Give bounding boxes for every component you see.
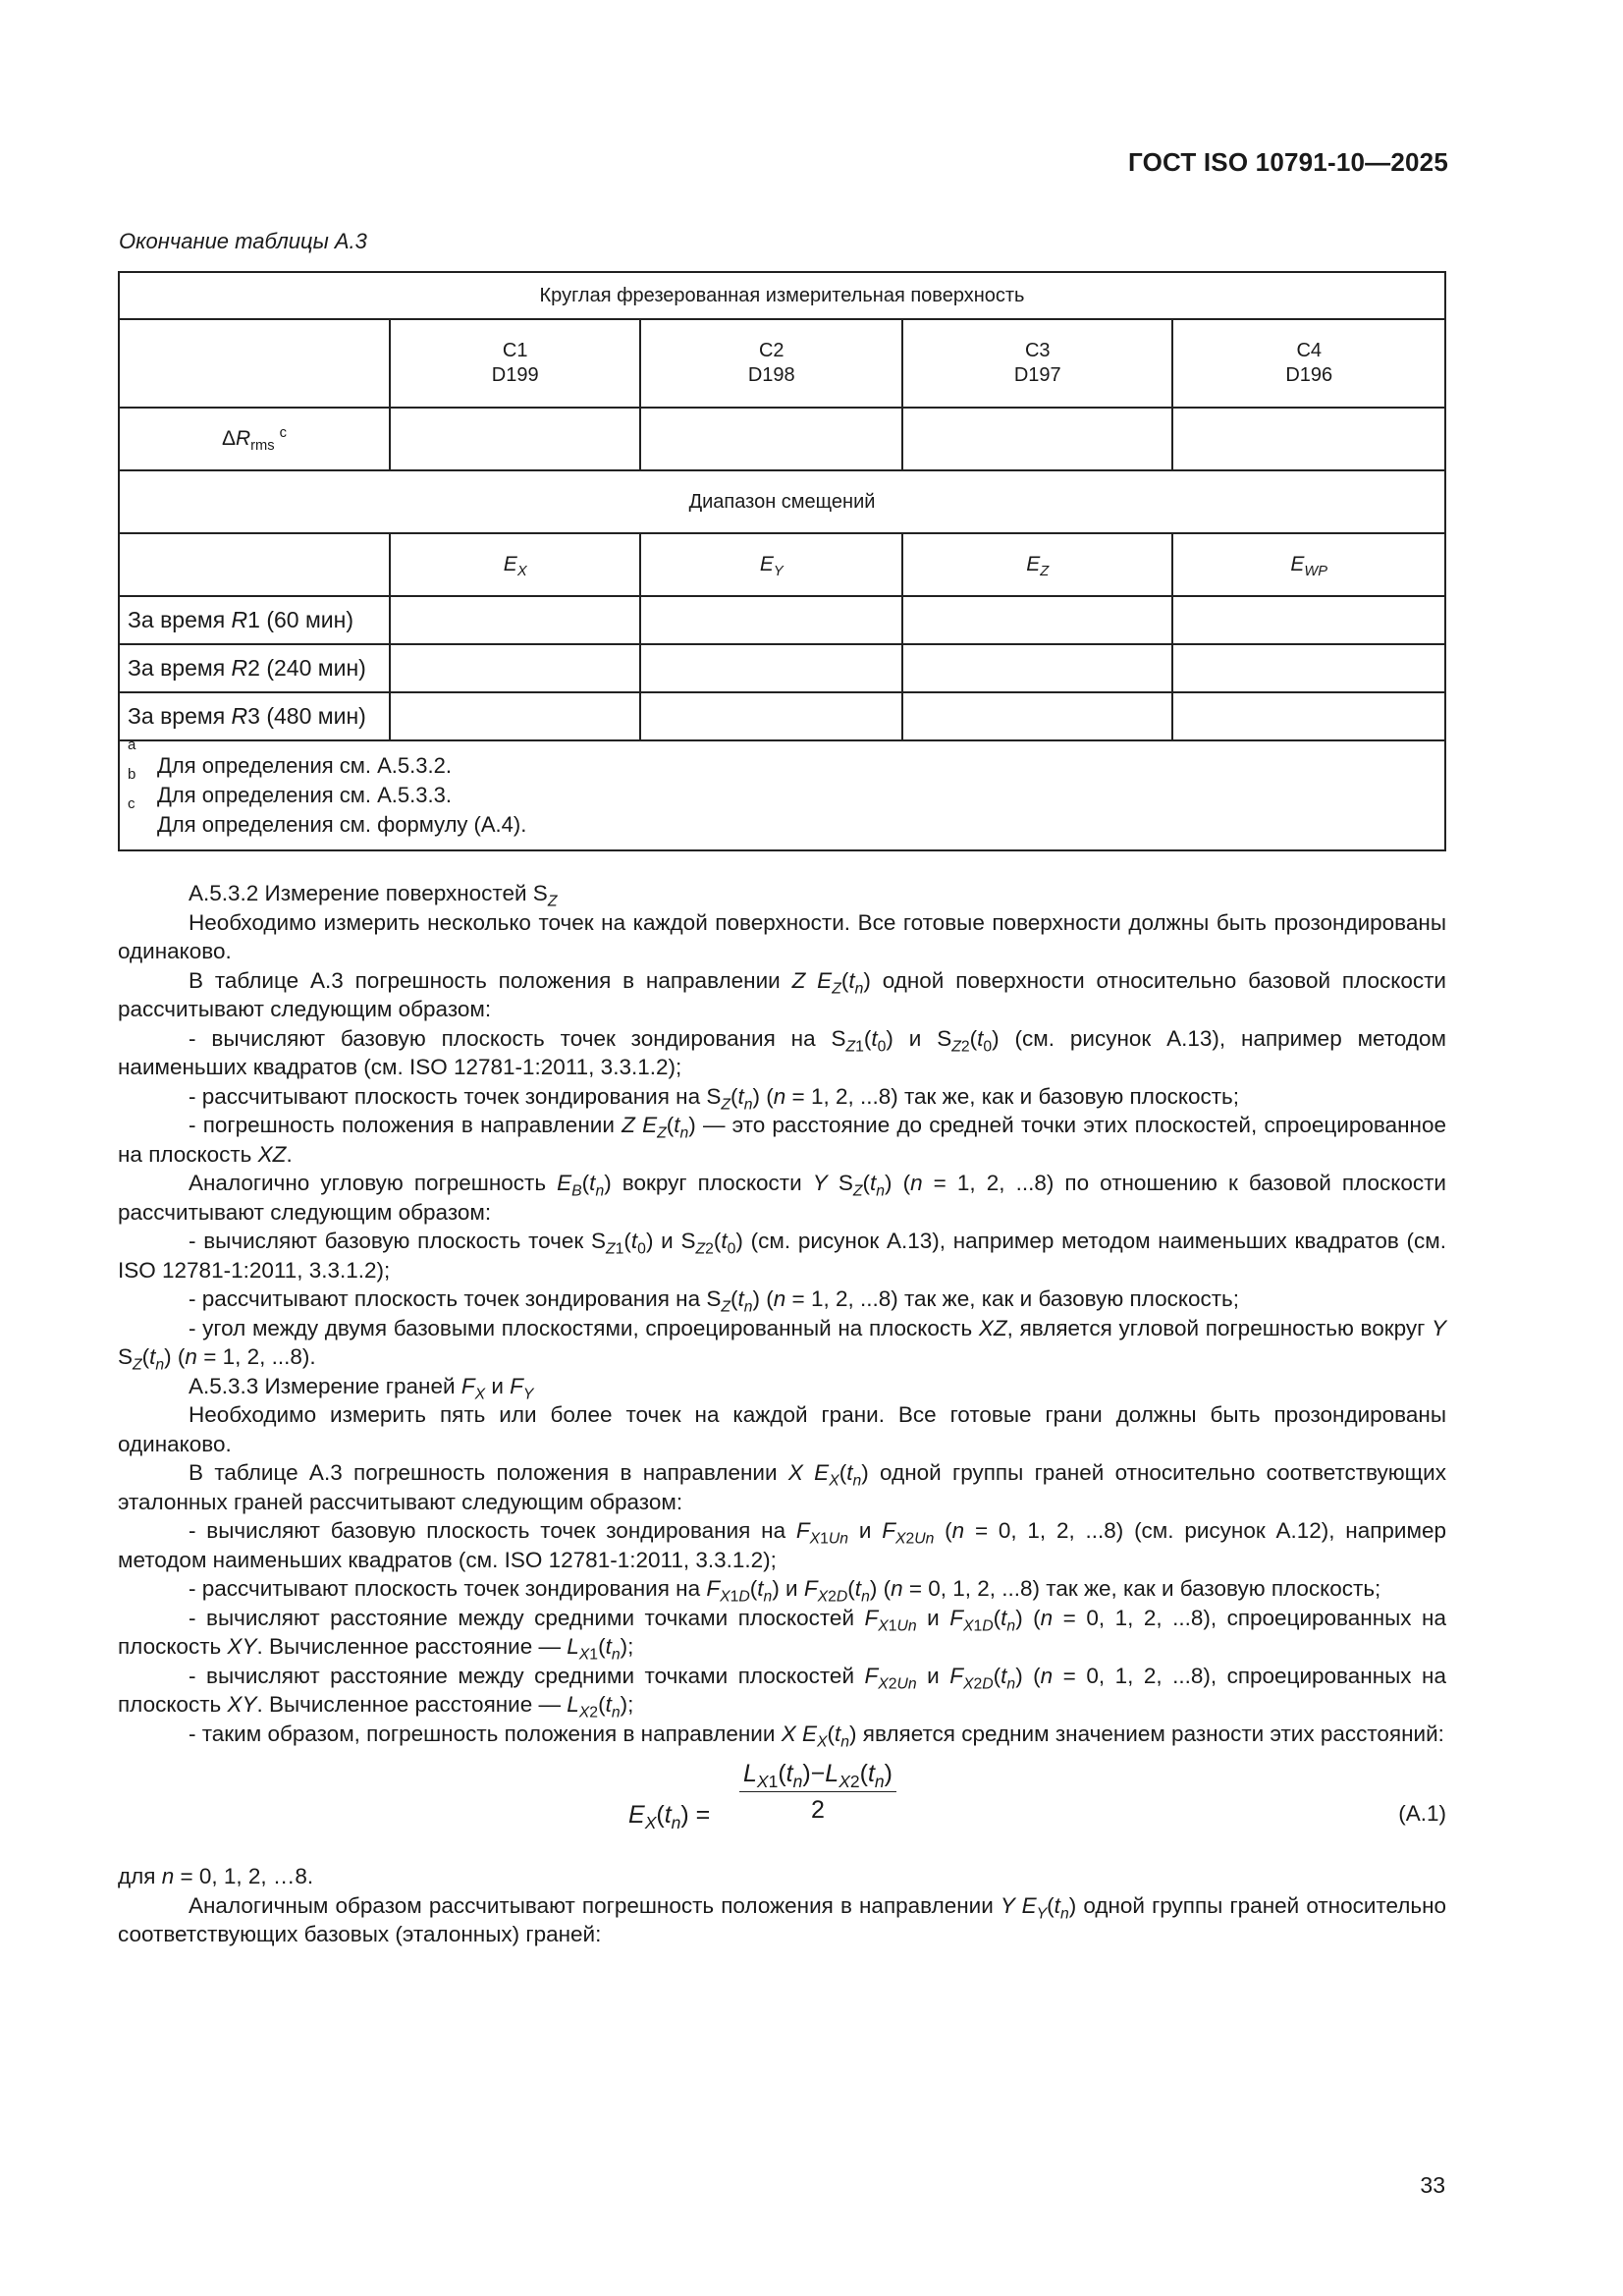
page-number: 33 xyxy=(1420,2172,1445,2198)
paragraph: Необходимо измерить пять или более точек на каждой грани. Все готовые грани должны быть прозондированы одинаково. xyxy=(118,1402,1446,1456)
column-header-c3: C3 D197 xyxy=(902,319,1172,408)
row-label-r2: За время R2 (240 мин) xyxy=(119,644,390,692)
table-cell xyxy=(902,692,1172,740)
row-label-r1: За время R1 (60 мин) xyxy=(119,596,390,644)
table-cell xyxy=(640,644,902,692)
column-header-c4: C4 D196 xyxy=(1172,319,1445,408)
table-cell xyxy=(1172,408,1445,470)
list-item: - вычисляют базовую плоскость точек зондирования на $S_{Z1}(t_0)$ и $S_{Z2}(t_0)$ (см. рисунок А.13), например методом наименьших квадратов (см. ISO 12781-1:2011, 3.3.1.2); xyxy=(118,1025,1447,1079)
table-cell xyxy=(390,596,641,644)
formula-lhs: $E_X(t_n)$ = xyxy=(628,1801,711,1833)
list-item: - вычисляют расстояние между средними точками плоскостей $F_{X1Un}$ и $F_{X1D}(t_n) (n = 0$, 1, 2, ...8), спроецированных на плоскость XY. Вычисленное расстояние — $L_{X1}(t_n)$; xyxy=(118,1605,1446,1664)
column-header-c1: C1 D199 xyxy=(390,319,641,408)
list-item: - вычисляют базовую плоскость точек зондирования на $F_{X1Un}$ и $F_{X2Un}$ (n = 0, 1, 2, ...8) (см. рисунок А.12), например методом наименьших квадратов (см. ISO 12781-1:2011, 3.3.1.2); xyxy=(118,1518,1446,1572)
paragraph: Аналогичным образом рассчитывают погрешность положения в направлении Y $E_Y(t_n)$ одной группы граней относительно соответствующих базовых (эталонных) граней: xyxy=(118,1892,1447,1946)
formula-denominator: 2 xyxy=(811,1795,825,1824)
table-title: Круглая фрезерованная измерительная поверхность xyxy=(119,272,1445,319)
list-item: - рассчитывают плоскость точек зондирования на $S_Z(t_n) (n = 1$, 2, ...8) так же, как и базовую плоскость; xyxy=(189,1083,1239,1113)
paragraph: Необходимо измерить несколько точек на каждой поверхности. Все готовые поверхности должны быть прозондированы одинаково. xyxy=(118,909,1446,963)
table-cell xyxy=(1172,596,1445,644)
table-note: c Для определения см. формулу (А.4). xyxy=(128,795,527,837)
table-cell xyxy=(390,644,641,692)
list-item: - таким образом, погрешность положения в направлении X $E_X(t_n)$ является средним значением разности этих расстояний: xyxy=(189,1721,1444,1750)
formula-fraction xyxy=(739,1760,896,1825)
document-id: ГОСТ ISO 10791-10—2025 xyxy=(1128,147,1448,177)
paragraph: для n = 0, 1, 2, …8. xyxy=(118,1864,314,1888)
axis-header-ewp: $E_{WP}$ xyxy=(1172,533,1445,596)
list-item: - угол между двумя базовыми плоскостями, спроецированный на плоскость XZ, является угловой погрешностью вокруг Y $S_Z(t_n) (n = 1$, 2, ...8). xyxy=(118,1315,1447,1374)
empty-cell xyxy=(119,533,390,596)
list-item: - рассчитывают плоскость точек зондирования на $S_Z(t_n) (n = 1$, 2, ...8) так же, как и базовую плоскость; xyxy=(189,1286,1239,1316)
empty-cell xyxy=(119,319,390,408)
paragraph: В таблице А.3 погрешность положения в направлении Z $E_Z(t_n)$ одной поверхности относительно базовой плоскости рассчитывают следующим образом: xyxy=(118,967,1446,1021)
paragraph: В таблице А.3 погрешность положения в направлении X $E_X(t_n)$ одной группы граней относительно соответствующих эталонных граней рассчитывают следующим образом: xyxy=(118,1460,1446,1514)
table-note: b Для определения см. А.5.3.3. xyxy=(128,766,452,807)
column-header-c2: C2 D198 xyxy=(640,319,902,408)
axis-header-ex: $E_X$ xyxy=(390,533,641,596)
table-cell xyxy=(902,408,1172,470)
formula-a1 xyxy=(118,1760,1446,1858)
table-notes xyxy=(119,737,1445,850)
axis-header-ey: $E_Y$ xyxy=(640,533,902,596)
table-cell xyxy=(640,596,902,644)
results-table xyxy=(118,271,1446,851)
list-item: - вычисляют базовую плоскость точек $S_{Z1}(t_0)$ и $S_{Z2}(t_0)$ (см. рисунок А.13), например методом наименьших квадратов (см. ISO 12781-1:2011, 3.3.1.2); xyxy=(118,1229,1446,1283)
body-text xyxy=(118,879,1446,1949)
table-cell xyxy=(390,408,641,470)
section-heading-a533: А.5.3.3 Измерение граней $F_X$ и $F_Y$ xyxy=(189,1373,534,1402)
list-item: - вычисляют расстояние между средними точками плоскостей $F_{X2Un}$ и $F_{X2D}(t_n) (n = 0$, 1, 2, ...8), спроецированных на плоскость XY. Вычисленное расстояние — $L_{X2}(t_n)$; xyxy=(118,1663,1446,1722)
table-cell xyxy=(1172,692,1445,740)
section-heading-a532: А.5.3.2 Измерение поверхностей $S_Z$ xyxy=(189,881,558,910)
paragraph: Аналогично угловую погрешность $E_B(t_n)$ вокруг плоскости Y $S_Z(t_n) (n = 1$, 2, ...8) по отношению к базовой плоскости рассчитывают следующим образом: xyxy=(118,1171,1446,1225)
list-item: - погрешность положения в направлении Z $E_Z(t_n)$ — это расстояние до средней точки этих плоскостей, спроецированное на плоскость XZ. xyxy=(118,1113,1446,1167)
delta-rms-label: $\Delta R_{rms}^c$ xyxy=(119,408,390,470)
table-cell xyxy=(390,692,641,740)
table-note: a Для определения см. А.5.3.2. xyxy=(128,737,452,778)
table-cell xyxy=(640,692,902,740)
axis-header-ez: $E_Z$ xyxy=(902,533,1172,596)
table-caption: Окончание таблицы А.3 xyxy=(119,229,367,253)
table-cell xyxy=(640,408,902,470)
formula-number: (А.1) xyxy=(1398,1801,1446,1826)
table-cell xyxy=(1172,644,1445,692)
formula-numerator: $L_{X1}(t_n)-L_{X2}(t_n)$ xyxy=(739,1760,896,1792)
table-cell xyxy=(902,596,1172,644)
list-item: - рассчитывают плоскость точек зондирования на $F_{X1D}(t_n)$ и $F_{X2D}(t_n) (n = 0$, 1, 2, ...8) так же, как и базовую плоскость; xyxy=(189,1576,1381,1606)
row-label-r3: За время R3 (480 мин) xyxy=(119,692,390,740)
range-title: Диапазон смещений xyxy=(119,470,1445,533)
table-cell xyxy=(902,644,1172,692)
